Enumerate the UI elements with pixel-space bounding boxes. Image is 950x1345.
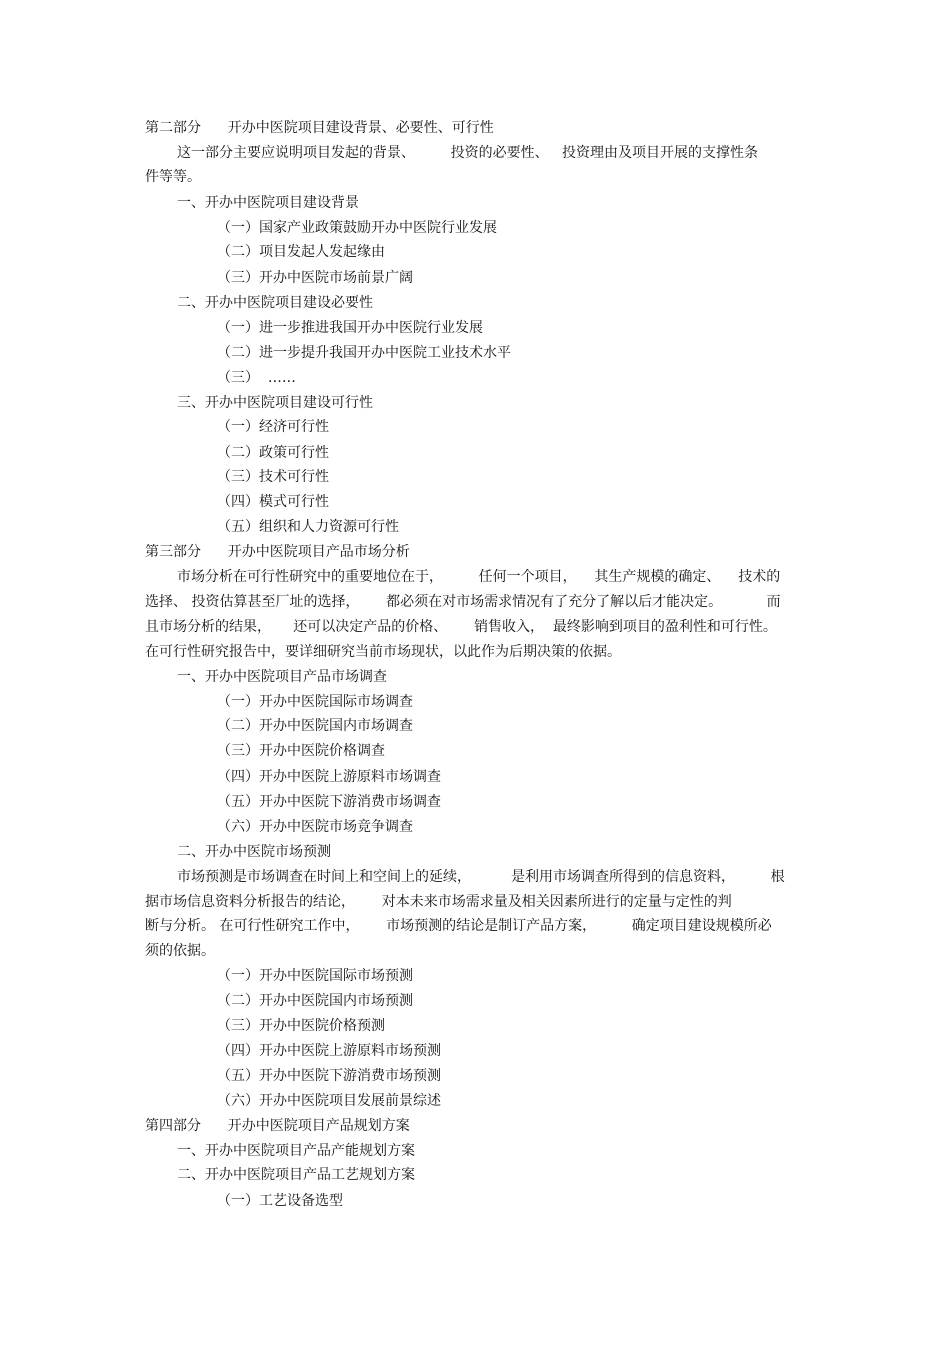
section-heading: 一、开办中医院项目建设背景 [177, 195, 359, 211]
section-heading: 一、开办中医院项目产品市场调查 [177, 669, 387, 685]
paragraph-line: 件等等。 [145, 169, 201, 185]
paragraph-line: 在可行性研究报告中，要详细研究当前市场现状，以此作为后期决策的依据。 [145, 644, 621, 660]
part-heading: 第三部分 开办中医院项目产品市场分析 [145, 544, 410, 560]
subsection-item: （三）开办中医院价格调查 [217, 743, 385, 759]
subsection-item: （一）开办中医院国际市场预测 [217, 968, 413, 984]
subsection-item: （六）开办中医院市场竞争调查 [217, 819, 413, 835]
paragraph-line: 市场预测是市场调查在时间上和空间上的延续， 是利用市场调查所得到的信息资料， 根 [177, 869, 785, 885]
subsection-item: （二）项目发起人发起缘由 [217, 244, 385, 260]
part-heading: 第四部分 开办中医院项目产品规划方案 [145, 1118, 410, 1134]
paragraph-line: 这一部分主要应说明项目发起的背景、 投资的必要性、 投资理由及项目开展的支撑性条 [177, 145, 758, 161]
paragraph-line: 须的依据。 [145, 943, 215, 959]
subsection-item: （一）进一步推进我国开办中医院行业发展 [217, 320, 483, 336]
subsection-item: （二）政策可行性 [217, 445, 329, 461]
subsection-item: （四）开办中医院上游原料市场调查 [217, 769, 441, 785]
paragraph-line: 市场分析在可行性研究中的重要地位在于， 任何一个项目， 其生产规模的确定、 技术的 [177, 569, 781, 585]
subsection-item: （五）开办中医院下游消费市场调查 [217, 794, 441, 810]
subsection-item: （二）开办中医院国内市场预测 [217, 993, 413, 1009]
subsection-item: （三）开办中医院价格预测 [217, 1018, 385, 1034]
section-heading: 三、开办中医院项目建设可行性 [177, 395, 373, 411]
subsection-item: （二）进一步提升我国开办中医院工业技术水平 [217, 345, 511, 361]
subsection-item: （三）开办中医院市场前景广阔 [217, 270, 413, 286]
subsection-item: （三） …… [217, 370, 296, 386]
paragraph-line: 据市场信息资料分析报告的结论， 对本未来市场需求量及相关因素所进行的定量与定性的判 [145, 894, 732, 910]
paragraph-line: 断与分析。 在可行性研究工作中， 市场预测的结论是制订产品方案， 确定项目建设规模所必 [145, 918, 772, 934]
subsection-item: （二）开办中医院国内市场调查 [217, 718, 413, 734]
subsection-item: （一）国家产业政策鼓励开办中医院行业发展 [217, 220, 497, 236]
section-heading: 二、开办中医院项目产品工艺规划方案 [177, 1167, 415, 1183]
subsection-item: （三）技术可行性 [217, 469, 329, 485]
subsection-item: （四）模式可行性 [217, 494, 329, 510]
subsection-item: （一）经济可行性 [217, 419, 329, 435]
subsection-item: （六）开办中医院项目发展前景综述 [217, 1093, 441, 1109]
paragraph-line: 且市场分析的结果， 还可以决定产品的价格、 销售收入， 最终影响到项目的盈利性和可行性。 [145, 619, 777, 635]
subsection-item: （一）开办中医院国际市场调查 [217, 694, 413, 710]
subsection-item: （四）开办中医院上游原料市场预测 [217, 1043, 441, 1059]
subsection-item: （五）开办中医院下游消费市场预测 [217, 1068, 441, 1084]
part-heading: 第二部分 开办中医院项目建设背景、必要性、可行性 [145, 120, 494, 136]
paragraph-line: 选择、 投资估算甚至厂址的选择， 都必须在对市场需求情况有了充分了解以后才能决定。 而 [145, 594, 781, 610]
section-heading: 一、开办中医院项目产品产能规划方案 [177, 1143, 415, 1159]
section-heading: 二、开办中医院市场预测 [177, 844, 331, 860]
section-heading: 二、开办中医院项目建设必要性 [177, 295, 373, 311]
subsection-item: （五）组织和人力资源可行性 [217, 519, 399, 535]
subsection-item: （一）工艺设备选型 [217, 1193, 343, 1209]
